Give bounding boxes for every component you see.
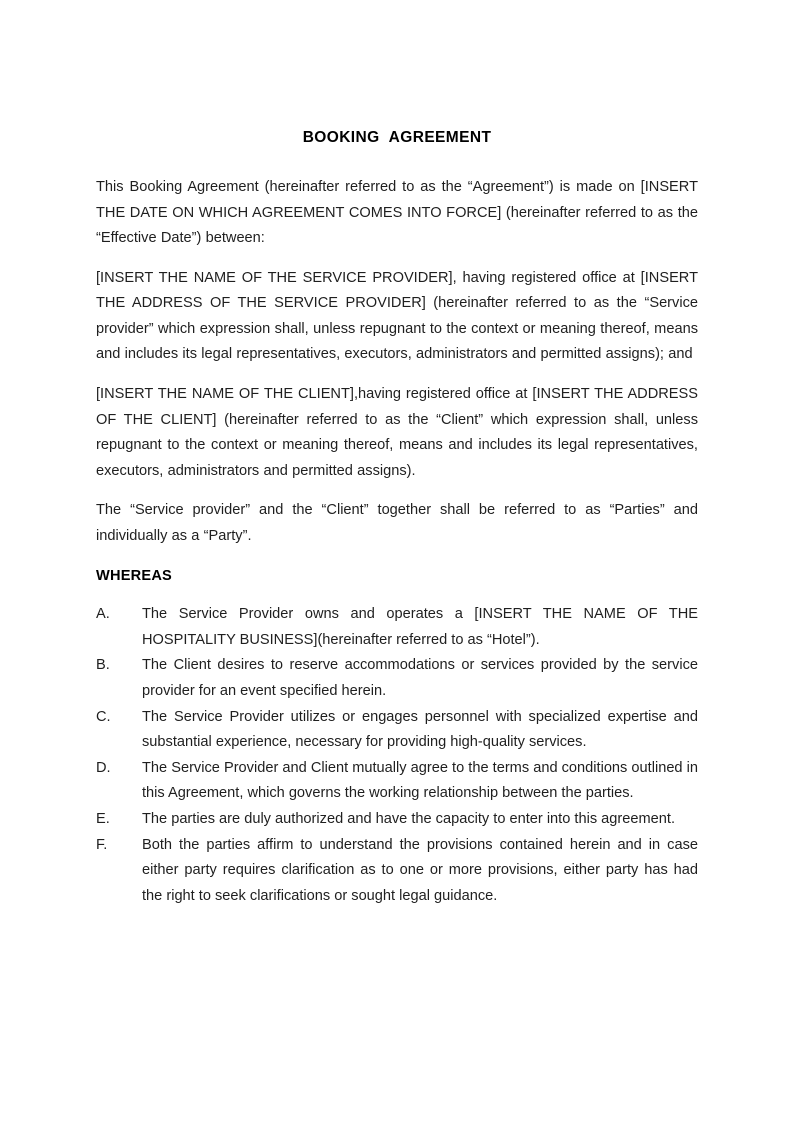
list-item-marker: A. xyxy=(96,606,110,623)
whereas-list xyxy=(96,602,698,909)
list-item-text: The Service Provider utilizes or engages personnel with specialized expertise and substantial experience, necessary for providing high-quality services. xyxy=(142,708,698,751)
page-title: BOOKING AGREEMENT xyxy=(302,129,492,146)
list-item-text: The parties are duly authorized and have the capacity to enter into this agreement. xyxy=(142,810,675,827)
list-item-marker: E. xyxy=(96,810,110,827)
list-item xyxy=(96,833,698,910)
list-item xyxy=(96,653,698,704)
list-item-marker: D. xyxy=(96,759,111,776)
paragraph-service-provider: [INSERT THE NAME OF THE SERVICE PROVIDER], having registered office at [INSERT THE ADDRESS OF THE SERVICE PROVIDER] (hereinafter referred to as the “Service provider” which expression shall, unless repugnant to the context or meaning thereof, means and includes its legal representatives, executors, administrators and permitted assigns); and xyxy=(96,269,698,363)
list-item-text: Both the parties affirm to understand the provisions contained herein and in case either party requires clarification as to one or more provisions, either party has had the right to seek clarifications or sought legal guidance. xyxy=(142,836,698,904)
paragraph-recitals-date: This Booking Agreement (hereinafter referred to as the “Agreement”) is made on [INSERT THE DATE ON WHICH AGREEMENT COMES INTO FORCE] (hereinafter referred to as the “Effective Date”) between: xyxy=(96,178,698,247)
list-item-text: The Client desires to reserve accommodations or services provided by the service provider for an event specified herein. xyxy=(142,657,698,700)
list-item xyxy=(96,602,698,653)
list-item-marker: B. xyxy=(96,657,110,674)
paragraph-parties: The “Service provider” and the “Client” together shall be referred to as “Parties” and individually as a “Party”. xyxy=(96,502,698,545)
list-item xyxy=(96,705,698,756)
list-item-text: The Service Provider owns and operates a [INSERT THE NAME OF THE HOSPITALITY BUSINESS](hereinafter referred to as “Hotel”). xyxy=(142,606,698,648)
section-heading-whereas: WHEREAS xyxy=(96,567,172,584)
paragraph-client: [INSERT THE NAME OF THE CLIENT],having registered office at [INSERT THE ADDRESS OF THE CLIENT] (hereinafter referred to as the “Client” which expression shall, unless repugnant to the context or meaning thereof, means and includes its legal representatives, executors, administrators and permitted assigns). xyxy=(96,386,698,479)
list-item xyxy=(96,807,698,833)
list-item-text: The Service Provider and Client mutually agree to the terms and conditions outlined in this Agreement, which governs the working relationship between the parties. xyxy=(142,759,698,802)
list-item xyxy=(96,756,698,807)
list-item-marker: C. xyxy=(96,708,111,725)
list-item-marker: F. xyxy=(96,836,108,853)
document-body xyxy=(96,128,698,909)
